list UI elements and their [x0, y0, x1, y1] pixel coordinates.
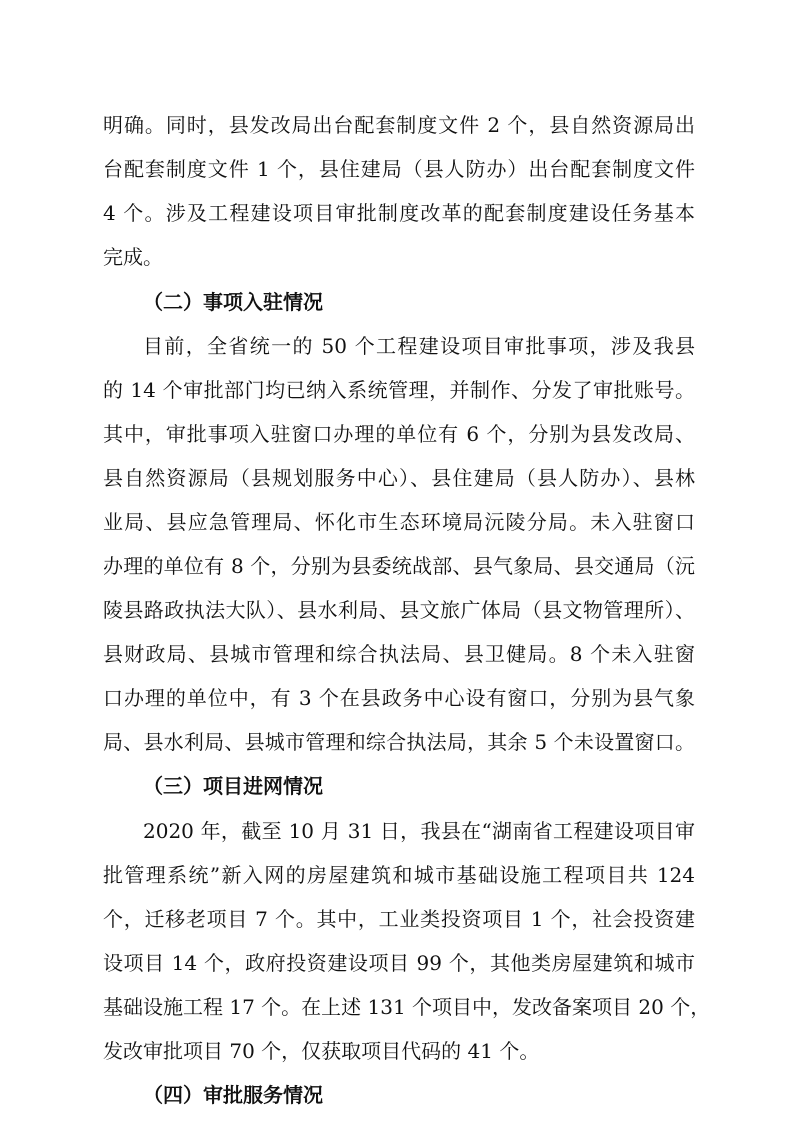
paragraph-line: 发改审批项目 70 个，仅获取项目代码的 41 个。: [103, 1039, 540, 1063]
paragraph-line: 业局、县应急管理局、怀化市生态环境局沅陵分局。未入驻窗口: [103, 510, 695, 534]
paragraph-line: 目前，全省统一的 50 个工程建设项目审批事项，涉及我县: [143, 334, 695, 358]
paragraph-line: 局、县水利局、县城市管理和综合执法局，其余 5 个未设置窗口。: [103, 730, 695, 754]
paragraph-line: 其中，审批事项入驻窗口办理的单位有 6 个，分别为县发改局、: [103, 422, 695, 446]
paragraph-line: 基础设施工程 17 个。在上述 131 个项目中，发改备案项目 20 个，: [103, 995, 711, 1019]
section-heading-3: （三）项目进网情况: [143, 774, 323, 798]
paragraph-line: 陵县路政执法大队）、县水利局、县文旅广体局（县文物管理所）、: [103, 598, 695, 622]
paragraph-line: 设项目 14 个，政府投资建设项目 99 个，其他类房屋建筑和城市: [103, 951, 695, 975]
paragraph-line: 个，迁移老项目 7 个。其中，工业类投资项目 1 个，社会投资建: [103, 907, 695, 931]
paragraph-line: 4 个。涉及工程建设项目审批制度改革的配套制度建设任务基本: [103, 201, 695, 225]
paragraph-line: 台配套制度文件 1 个，县住建局（县人防办）出台配套制度文件: [103, 157, 695, 181]
paragraph-line: 的 14 个审批部门均已纳入系统管理，并制作、分发了审批账号。: [103, 378, 695, 402]
paragraph-line: 办理的单位有 8 个，分别为县委统战部、县气象局、县交通局（沅: [103, 554, 695, 578]
section-heading-2: （二）事项入驻情况: [143, 290, 323, 314]
paragraph-line: 口办理的单位中，有 3 个在县政务中心设有窗口，分别为县气象: [103, 686, 695, 710]
paragraph-line: 2020 年，截至 10 月 31 日，我县在“湖南省工程建设项目审: [143, 819, 695, 843]
paragraph-line: 批管理系统”新入网的房屋建筑和城市基础设施工程项目共 124: [103, 863, 695, 887]
section-heading-4: （四）审批服务情况: [143, 1083, 323, 1107]
paragraph-line: 明确。同时，县发改局出台配套制度文件 2 个，县自然资源局出: [103, 113, 695, 137]
paragraph-line: 县自然资源局（县规划服务中心）、县住建局（县人防办）、县林: [103, 466, 695, 490]
paragraph-line: 县财政局、县城市管理和综合执法局、县卫健局。8 个未入驻窗: [103, 642, 695, 666]
paragraph-line: 完成。: [103, 245, 163, 269]
